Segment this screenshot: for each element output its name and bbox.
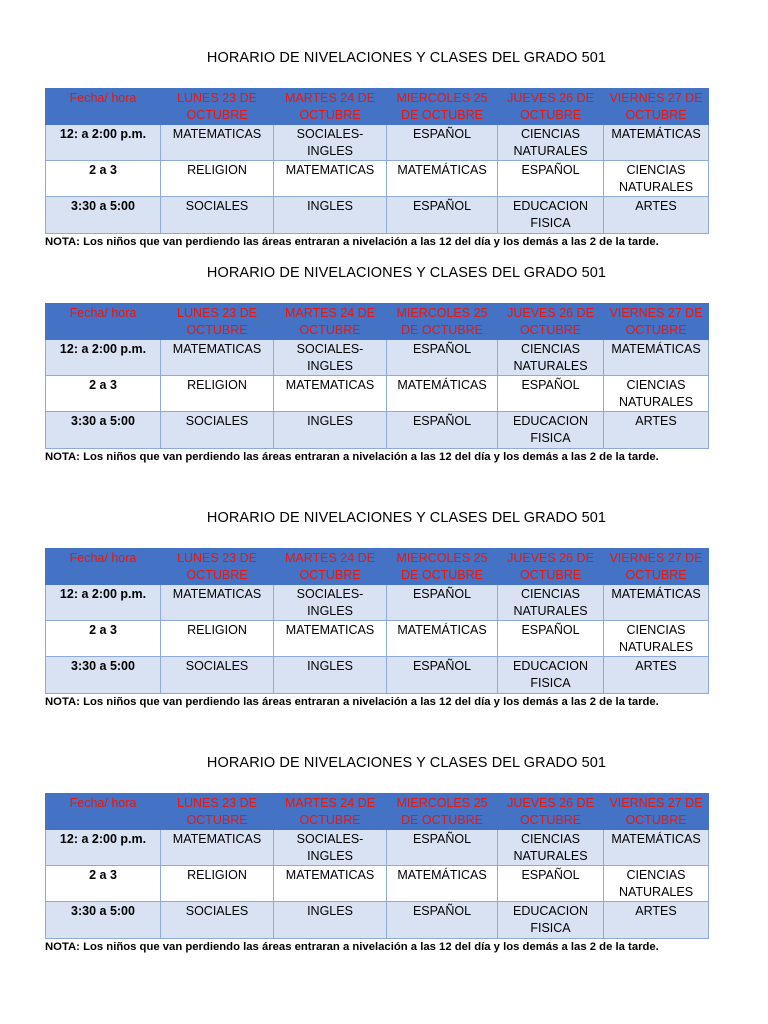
subject-cell: MATEMATICAS (274, 866, 387, 902)
table-row (46, 376, 709, 412)
schedule-title: HORARIO DE NIVELACIONES Y CLASES DEL GRADO 501 (206, 755, 607, 771)
table-row (46, 585, 709, 621)
subject-cell: INGLES (274, 657, 387, 694)
subject-cell: ESPAÑOL (387, 902, 498, 939)
table-header-row (46, 549, 709, 585)
schedule-table (45, 303, 709, 449)
schedule-title: HORARIO DE NIVELACIONES Y CLASES DEL GRADO 501 (206, 265, 607, 281)
subject-cell: ARTES (604, 902, 709, 939)
subject-cell: EDUCACION FISICA (498, 197, 604, 234)
subject-cell: EDUCACION FISICA (498, 902, 604, 939)
subject-cell: ESPAÑOL (387, 340, 498, 376)
time-cell: 12: a 2:00 p.m. (46, 125, 161, 161)
header-cell-tuesday: MARTES 24 DE OCTUBRE (274, 549, 387, 585)
subject-cell: CIENCIAS NATURALES (498, 830, 604, 866)
time-cell: 3:30 a 5:00 (46, 412, 161, 449)
subject-cell: MATEMÁTICAS (604, 585, 709, 621)
header-cell-tuesday: MARTES 24 DE OCTUBRE (274, 794, 387, 830)
table-row (46, 902, 709, 939)
subject-cell: ARTES (604, 197, 709, 234)
header-cell-monday: LUNES 23 DE OCTUBRE (161, 89, 274, 125)
schedule-table (45, 548, 709, 694)
subject-cell: SOCIALES- INGLES (274, 340, 387, 376)
subject-cell: MATEMATICAS (161, 125, 274, 161)
subject-cell: MATEMATICAS (161, 585, 274, 621)
subject-cell: RELIGION (161, 866, 274, 902)
table-row (46, 125, 709, 161)
time-cell: 2 a 3 (46, 161, 161, 197)
header-cell-friday: VIERNES 27 DE OCTUBRE (604, 89, 709, 125)
subject-cell: SOCIALES (161, 902, 274, 939)
schedule-note: NOTA: Los niños que van perdiendo las áreas entraran a nivelación a las 12 del día y los demás a las 2 de la tarde. (45, 236, 659, 248)
subject-cell: MATEMÁTICAS (604, 125, 709, 161)
header-cell-thursday: JUEVES 26 DE OCTUBRE (498, 89, 604, 125)
subject-cell: MATEMÁTICAS (387, 866, 498, 902)
subject-cell: SOCIALES (161, 197, 274, 234)
subject-cell: CIENCIAS NATURALES (604, 376, 709, 412)
subject-cell: RELIGION (161, 621, 274, 657)
table-row (46, 197, 709, 234)
subject-cell: SOCIALES- INGLES (274, 125, 387, 161)
subject-cell: ESPAÑOL (387, 197, 498, 234)
table-row (46, 657, 709, 694)
subject-cell: ESPAÑOL (387, 412, 498, 449)
subject-cell: MATEMATICAS (274, 161, 387, 197)
schedule-note: NOTA: Los niños que van perdiendo las áreas entraran a nivelación a las 12 del día y los demás a las 2 de la tarde. (45, 941, 659, 953)
header-cell-friday: VIERNES 27 DE OCTUBRE (604, 304, 709, 340)
subject-cell: SOCIALES (161, 657, 274, 694)
subject-cell: MATEMÁTICAS (387, 161, 498, 197)
table-row (46, 830, 709, 866)
header-cell-date-hour: Fecha/ hora (46, 794, 161, 830)
subject-cell: INGLES (274, 197, 387, 234)
time-cell: 3:30 a 5:00 (46, 902, 161, 939)
time-cell: 2 a 3 (46, 376, 161, 412)
subject-cell: EDUCACION FISICA (498, 412, 604, 449)
subject-cell: ESPAÑOL (498, 621, 604, 657)
schedule-table (45, 88, 709, 234)
subject-cell: MATEMÁTICAS (387, 621, 498, 657)
header-cell-monday: LUNES 23 DE OCTUBRE (161, 794, 274, 830)
time-cell: 3:30 a 5:00 (46, 657, 161, 694)
subject-cell: CIENCIAS NATURALES (498, 125, 604, 161)
subject-cell: ESPAÑOL (498, 866, 604, 902)
header-cell-date-hour: Fecha/ hora (46, 304, 161, 340)
header-cell-tuesday: MARTES 24 DE OCTUBRE (274, 89, 387, 125)
subject-cell: SOCIALES- INGLES (274, 585, 387, 621)
subject-cell: RELIGION (161, 161, 274, 197)
subject-cell: ARTES (604, 657, 709, 694)
table-row (46, 412, 709, 449)
subject-cell: MATEMÁTICAS (387, 376, 498, 412)
table-header-row (46, 304, 709, 340)
table-header-row (46, 794, 709, 830)
subject-cell: MATEMÁTICAS (604, 340, 709, 376)
subject-cell: ESPAÑOL (387, 585, 498, 621)
header-cell-monday: LUNES 23 DE OCTUBRE (161, 304, 274, 340)
subject-cell: MATEMÁTICAS (604, 830, 709, 866)
subject-cell: ESPAÑOL (498, 161, 604, 197)
subject-cell: CIENCIAS NATURALES (604, 161, 709, 197)
subject-cell: ESPAÑOL (387, 657, 498, 694)
header-cell-wednesday: MIERCOLES 25 DE OCTUBRE (387, 549, 498, 585)
header-cell-thursday: JUEVES 26 DE OCTUBRE (498, 549, 604, 585)
schedule-note: NOTA: Los niños que van perdiendo las áreas entraran a nivelación a las 12 del día y los demás a las 2 de la tarde. (45, 451, 659, 463)
subject-cell: MATEMATICAS (274, 621, 387, 657)
header-cell-monday: LUNES 23 DE OCTUBRE (161, 549, 274, 585)
header-cell-wednesday: MIERCOLES 25 DE OCTUBRE (387, 794, 498, 830)
subject-cell: MATEMATICAS (161, 830, 274, 866)
subject-cell: RELIGION (161, 376, 274, 412)
schedule-title: HORARIO DE NIVELACIONES Y CLASES DEL GRADO 501 (206, 510, 607, 526)
subject-cell: MATEMATICAS (274, 376, 387, 412)
subject-cell: CIENCIAS NATURALES (498, 585, 604, 621)
table-row (46, 161, 709, 197)
subject-cell: SOCIALES (161, 412, 274, 449)
header-cell-friday: VIERNES 27 DE OCTUBRE (604, 549, 709, 585)
subject-cell: ESPAÑOL (387, 830, 498, 866)
schedule-note: NOTA: Los niños que van perdiendo las áreas entraran a nivelación a las 12 del día y los demás a las 2 de la tarde. (45, 696, 659, 708)
header-cell-thursday: JUEVES 26 DE OCTUBRE (498, 304, 604, 340)
subject-cell: CIENCIAS NATURALES (604, 621, 709, 657)
header-cell-date-hour: Fecha/ hora (46, 549, 161, 585)
subject-cell: CIENCIAS NATURALES (604, 866, 709, 902)
subject-cell: SOCIALES- INGLES (274, 830, 387, 866)
time-cell: 2 a 3 (46, 866, 161, 902)
subject-cell: ESPAÑOL (498, 376, 604, 412)
subject-cell: CIENCIAS NATURALES (498, 340, 604, 376)
header-cell-wednesday: MIERCOLES 25 DE OCTUBRE (387, 304, 498, 340)
subject-cell: ESPAÑOL (387, 125, 498, 161)
header-cell-date-hour: Fecha/ hora (46, 89, 161, 125)
time-cell: 2 a 3 (46, 621, 161, 657)
subject-cell: ARTES (604, 412, 709, 449)
schedule-table (45, 793, 709, 939)
table-header-row (46, 89, 709, 125)
table-row (46, 621, 709, 657)
time-cell: 3:30 a 5:00 (46, 197, 161, 234)
subject-cell: MATEMATICAS (161, 340, 274, 376)
subject-cell: INGLES (274, 412, 387, 449)
header-cell-thursday: JUEVES 26 DE OCTUBRE (498, 794, 604, 830)
header-cell-tuesday: MARTES 24 DE OCTUBRE (274, 304, 387, 340)
table-row (46, 866, 709, 902)
schedule-title: HORARIO DE NIVELACIONES Y CLASES DEL GRADO 501 (206, 50, 607, 66)
header-cell-friday: VIERNES 27 DE OCTUBRE (604, 794, 709, 830)
time-cell: 12: a 2:00 p.m. (46, 830, 161, 866)
table-row (46, 340, 709, 376)
subject-cell: INGLES (274, 902, 387, 939)
header-cell-wednesday: MIERCOLES 25 DE OCTUBRE (387, 89, 498, 125)
time-cell: 12: a 2:00 p.m. (46, 340, 161, 376)
time-cell: 12: a 2:00 p.m. (46, 585, 161, 621)
subject-cell: EDUCACION FISICA (498, 657, 604, 694)
